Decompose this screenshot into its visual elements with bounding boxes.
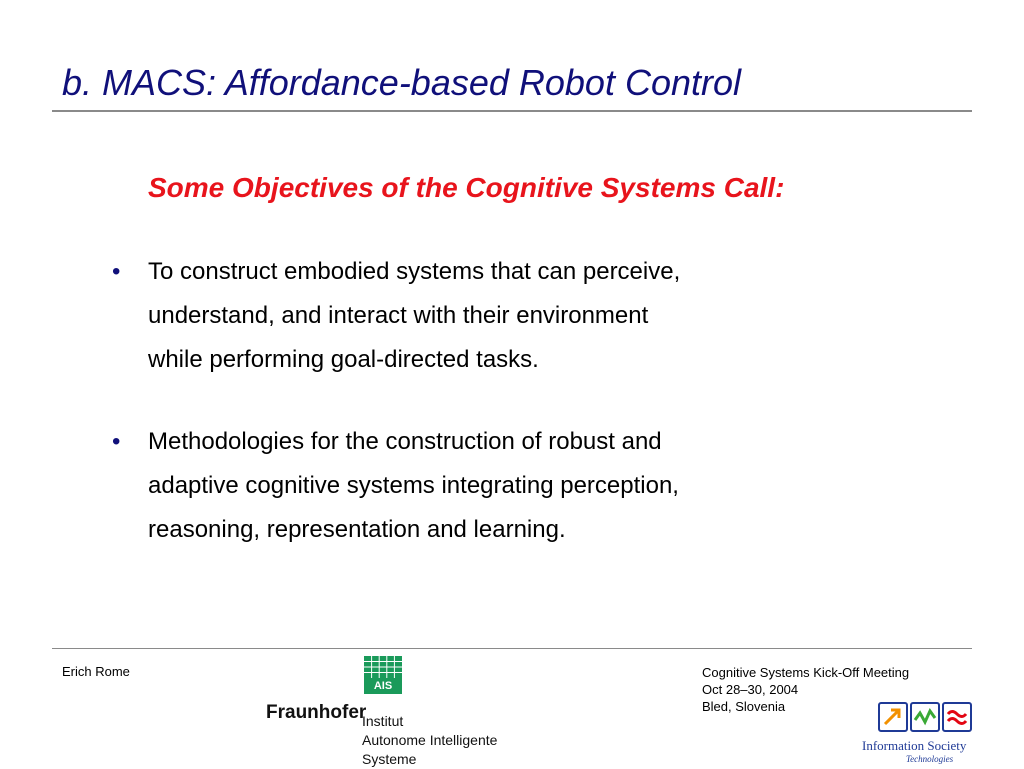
bullet-line: Methodologies for the construction of robust and [148,428,662,455]
event-line: Oct 28–30, 2004 [702,682,799,697]
bullet-line: reasoning, representation and learning. [148,516,566,543]
bullet-line: understand, and interact with their environment [148,302,649,329]
ist-approx-icon [942,702,972,732]
ist-logo [858,698,988,766]
title-divider [52,110,972,112]
bullet-line: adaptive cognitive systems integrating perception, [148,472,679,499]
ist-name: Information Society [862,738,967,753]
fraunhofer-name: Fraunhofer [266,702,367,723]
event-line: Bled, Slovenia [702,699,786,714]
bullet-marker: • [112,258,121,285]
bullet-item-1 [148,250,848,382]
bullet-item-2 [148,420,848,552]
footer-author: Erich Rome [62,664,130,679]
slide-subtitle: Some Objectives of the Cognitive Systems Call: [148,172,785,203]
ais-badge: AIS [364,678,402,694]
ist-arrow-icon [878,702,908,732]
footer-divider [52,648,972,649]
slide-title: b. MACS: Affordance-based Robot Control [62,62,742,103]
ist-wave-icon [910,702,940,732]
event-line: Cognitive Systems Kick-Off Meeting [702,665,910,680]
bullet-marker: • [112,428,121,455]
bullet-line: To construct embodied systems that can perceive, [148,258,681,285]
ist-subtitle: Technologies [906,754,954,764]
bullet-line: while performing goal-directed tasks. [148,346,539,373]
institute-line: Autonome Intelligente [362,732,498,748]
institute-line: Institut [362,713,404,729]
fraunhofer-institute [362,712,497,769]
institute-line: Systeme [362,751,417,767]
fraunhofer-ais-logo [262,656,562,768]
